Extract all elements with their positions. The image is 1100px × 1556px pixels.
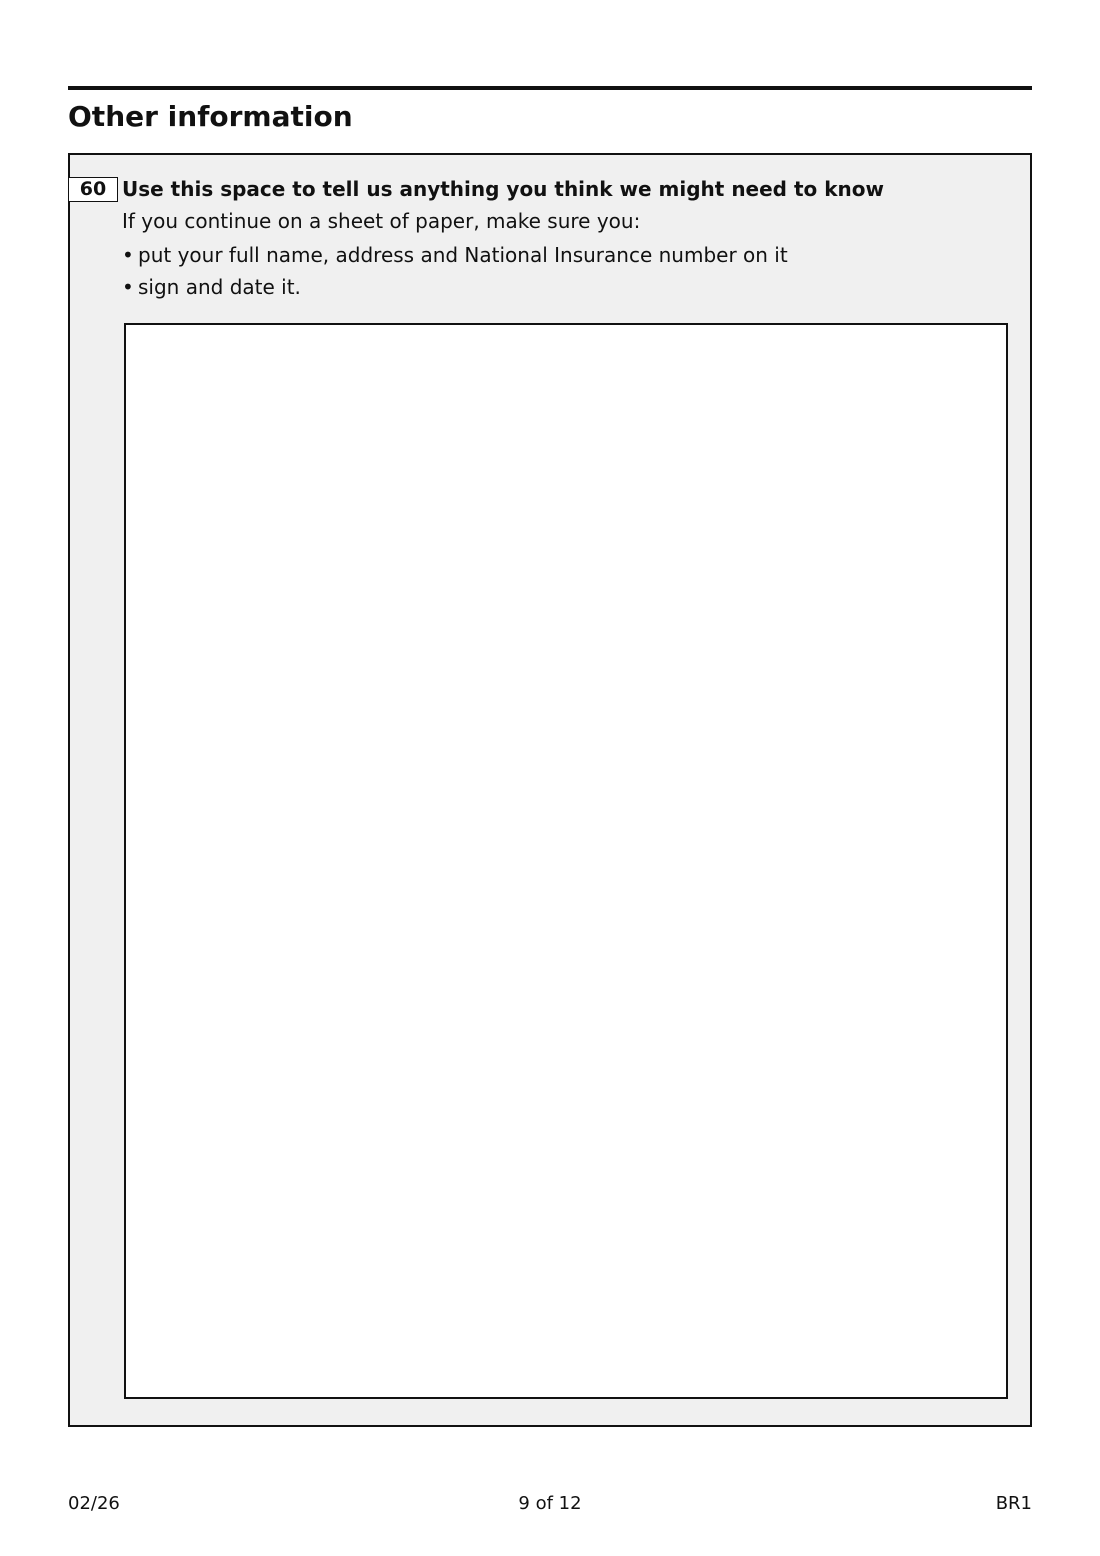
question-intro: If you continue on a sheet of paper, make sure you: — [122, 209, 641, 233]
bullet-icon: • — [122, 243, 134, 267]
footer-page-number: 9 of 12 — [518, 1493, 582, 1514]
question-60-panel — [68, 153, 1032, 1427]
instruction-item — [122, 271, 788, 303]
other-information-answer-field[interactable] — [124, 323, 1008, 1399]
question-number: 60 — [69, 177, 118, 202]
question-title: Use this space to tell us anything you think we might need to know — [122, 177, 884, 201]
instruction-list — [122, 239, 788, 303]
footer-form-code: BR1 — [995, 1493, 1032, 1514]
section-title: Other information — [68, 100, 353, 133]
footer-date-code: 02/26 — [68, 1493, 120, 1514]
instruction-text: put your full name, address and National Insurance number on it — [138, 243, 788, 267]
section-divider — [68, 86, 1032, 90]
instruction-item — [122, 239, 788, 271]
instruction-text: sign and date it. — [138, 275, 301, 299]
bullet-icon: • — [122, 275, 134, 299]
